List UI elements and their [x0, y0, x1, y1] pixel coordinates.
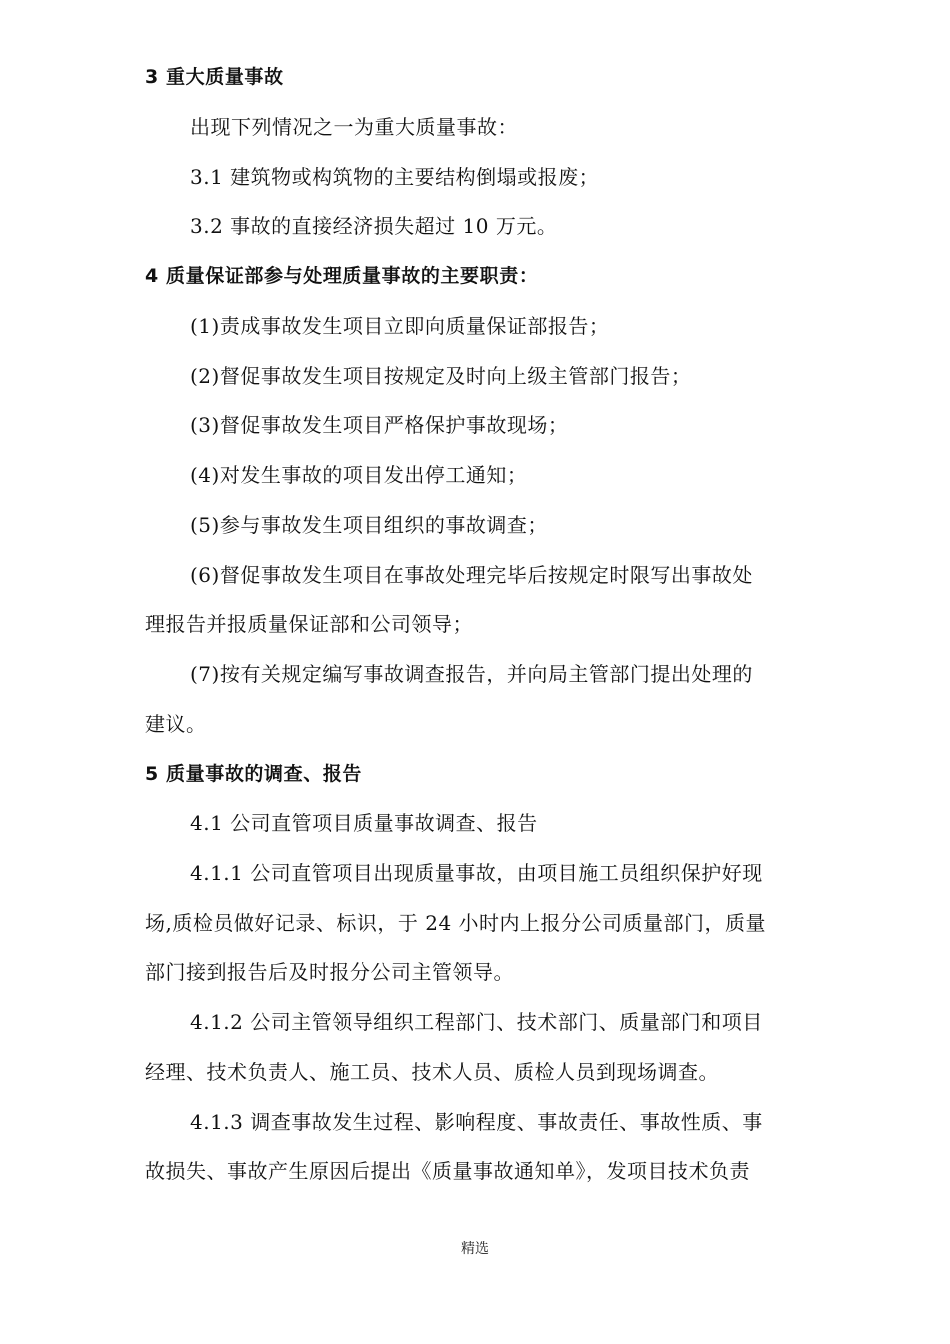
para-4-1-1-line-1: 4.1.1 公司直管项目出现质量事故，由项目施工员组织保护好现 [190, 861, 763, 885]
duty-item-5: (5)参与事故发生项目组织的事故调查； [190, 513, 548, 537]
para-4-1-3-line-2: 故损失、事故产生原因后提出《质量事故通知单》，发项目技术负责 [145, 1159, 750, 1183]
page-footer: 精选 [461, 1241, 489, 1257]
section-3-heading: 3 重大质量事故 [145, 66, 284, 88]
section-3-intro: 出现下列情况之一为重大质量事故： [190, 115, 518, 139]
duty-item-6-line-2: 理报告并报质量保证部和公司领导； [145, 612, 473, 636]
para-4-1-1-line-2: 场,质检员做好记录、标识，于 24 小时内上报分公司质量部门，质量 [145, 911, 767, 935]
duty-item-7-line-2: 建议。 [145, 712, 207, 736]
duty-item-1: (1)责成事故发生项目立即向质量保证部报告； [190, 314, 610, 338]
duty-item-4: (4)对发生事故的项目发出停工通知； [190, 463, 528, 487]
section-4-heading: 4 质量保证部参与处理质量事故的主要职责： [145, 265, 539, 287]
para-4-1-3-line-1: 4.1.3 调查事故发生过程、影响程度、事故责任、事故性质、事 [190, 1110, 763, 1134]
subsection-4-1-title: 4.1 公司直管项目质量事故调查、报告 [190, 811, 538, 835]
duty-item-7-line-1: (7)按有关规定编写事故调查报告，并向局主管部门提出处理的 [190, 662, 753, 686]
duty-item-2: (2)督促事故发生项目按规定及时向上级主管部门报告； [190, 364, 692, 388]
para-4-1-2-line-2: 经理、技术负责人、施工员、技术人员、质检人员到现场调查。 [145, 1060, 719, 1084]
duty-item-6-line-1: (6)督促事故发生项目在事故处理完毕后按规定时限写出事故处 [190, 563, 753, 587]
para-4-1-2-line-1: 4.1.2 公司主管领导组织工程部门、技术部门、质量部门和项目 [190, 1010, 763, 1034]
section-3-item-2: 3.2 事故的直接经济损失超过 10 万元。 [190, 214, 558, 238]
para-4-1-1-line-3: 部门接到报告后及时报分公司主管领导。 [145, 960, 514, 984]
section-3-item-1: 3.1 建筑物或构筑物的主要结构倒塌或报废； [190, 165, 600, 189]
duty-item-3: (3)督促事故发生项目严格保护事故现场； [190, 413, 569, 437]
section-5-heading: 5 质量事故的调查、报告 [145, 763, 363, 785]
